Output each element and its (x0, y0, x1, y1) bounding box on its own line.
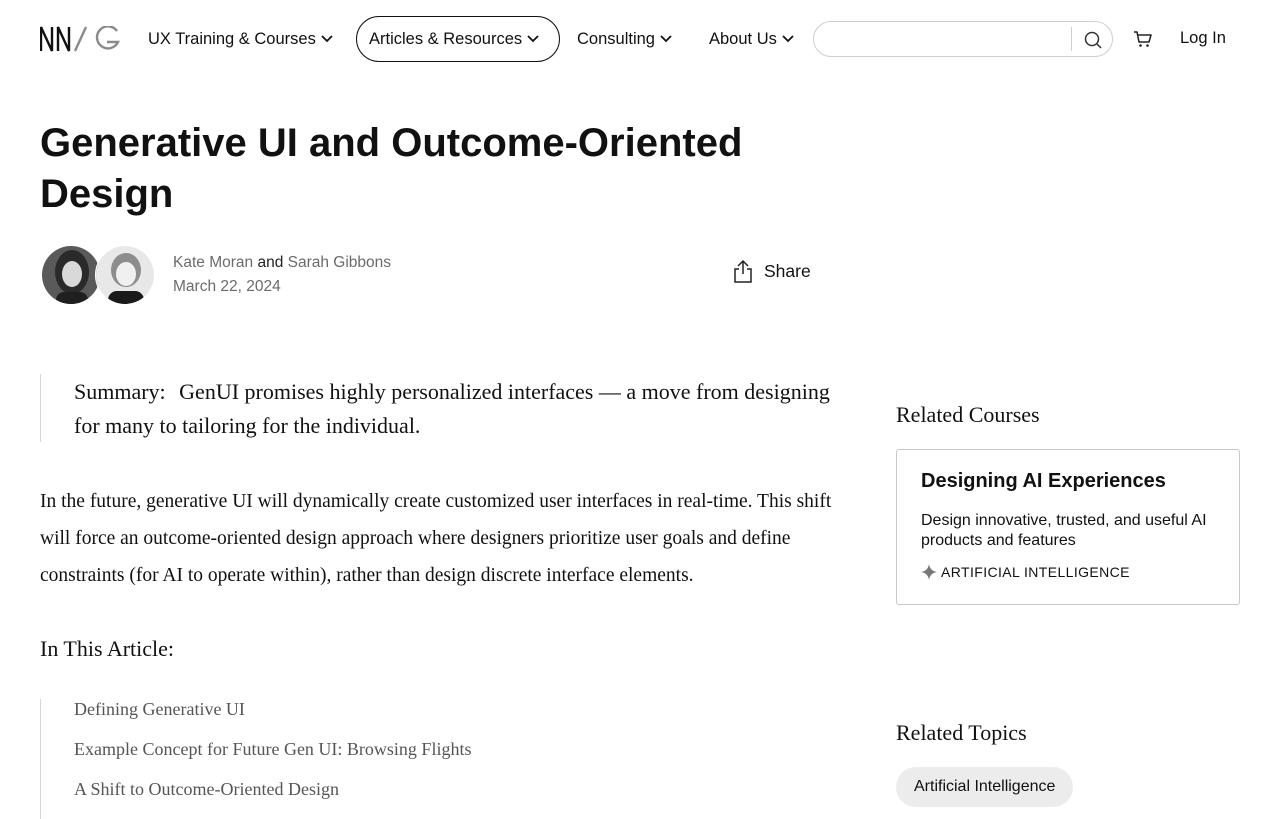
article-title: Generative UI and Outcome-Oriented Design (40, 121, 743, 216)
publish-date: March 22, 2024 (173, 278, 281, 295)
toc-link[interactable]: A Shift to Outcome-Oriented Design (74, 779, 339, 799)
nav-ux-training-label: UX Training & Courses (148, 29, 316, 48)
related-topics-heading: Related Topics (896, 720, 1027, 745)
summary-label: Summary: (74, 379, 166, 404)
toc-heading: In This Article: (40, 636, 175, 661)
nav-about-us[interactable] (709, 16, 794, 62)
share-label: Share (764, 260, 811, 281)
author-link-sarah[interactable]: Sarah Gibbons (287, 254, 392, 271)
toc-link[interactable]: Example Concept for Future Gen UI: Browsing Flights (74, 739, 472, 759)
chevron-down-icon (660, 35, 672, 43)
search-icon[interactable] (1082, 29, 1104, 51)
toc-link[interactable]: Defining Generative UI (74, 699, 245, 719)
article-authors (173, 254, 391, 272)
nav-articles-resources[interactable] (356, 16, 560, 62)
course-tag-label: ARTIFICIAL INTELLIGENCE (941, 564, 1130, 580)
cart-icon[interactable] (1133, 29, 1153, 49)
nav-consulting-label: Consulting (577, 29, 655, 48)
author-avatar-kate[interactable] (41, 245, 101, 305)
related-courses-heading: Related Courses (896, 402, 1040, 427)
course-description: Design innovative, trusted, and useful AI products and features (921, 512, 1207, 549)
article-summary (40, 374, 840, 442)
course-title: Designing AI Experiences (921, 470, 1166, 492)
chevron-down-icon (782, 35, 794, 43)
topic-chip[interactable]: Artificial Intelligence (896, 767, 1073, 807)
summary-text: GenUI promises highly personalized interfaces — a move from designing for many to tailoring for the individual. (74, 379, 830, 438)
nav-ux-training[interactable] (148, 16, 333, 62)
nav-articles-label: Articles & Resources (369, 29, 523, 48)
table-of-contents (40, 699, 640, 819)
course-topic-tag (921, 564, 1215, 580)
course-card[interactable] (896, 449, 1240, 605)
author-joiner: and (257, 254, 284, 271)
search-input[interactable] (826, 28, 1070, 52)
nng-logo[interactable] (40, 26, 120, 52)
nav-about-label: About Us (709, 29, 777, 48)
author-link-kate[interactable]: Kate Moran (173, 254, 254, 271)
share-icon (733, 259, 753, 283)
search-divider (1071, 27, 1072, 51)
author-avatar-sarah[interactable] (95, 245, 155, 305)
search-box (813, 21, 1113, 57)
site-header (0, 0, 1280, 78)
sparkle-icon (921, 564, 937, 580)
chevron-down-icon (321, 35, 333, 43)
chevron-down-icon (527, 35, 539, 43)
nav-consulting[interactable] (577, 16, 672, 62)
article-intro: In the future, generative UI will dynamically create customized user interfaces in real-time. This shift will force an outcome-oriented design approach where designers prioritize user goals and define constraints (for AI to operate within), rather than design discrete interface elements. (40, 491, 832, 586)
login-link[interactable]: Log In (1180, 29, 1226, 47)
share-button[interactable] (733, 259, 811, 283)
